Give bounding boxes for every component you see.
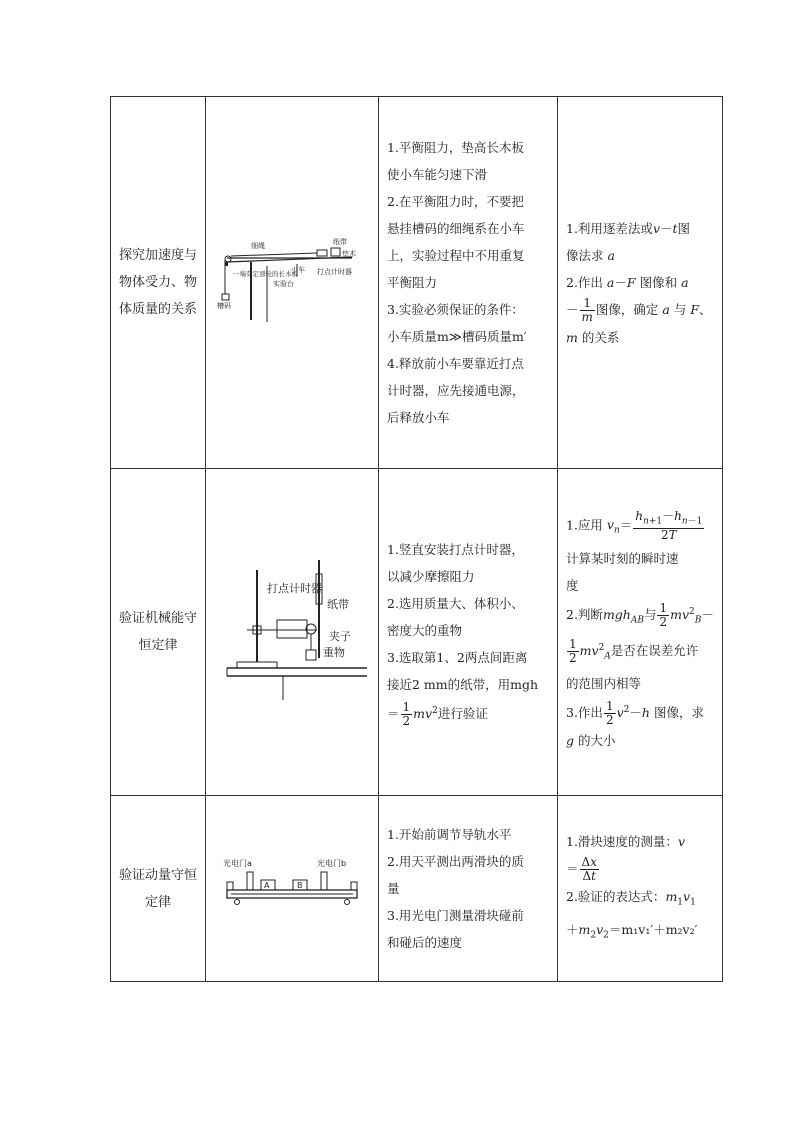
momentum-conservation-apparatus xyxy=(217,852,367,922)
method-cell xyxy=(558,469,723,796)
label-rope: 细绳 xyxy=(251,241,265,250)
note-line: 3.实验必须保证的条件： xyxy=(387,302,524,317)
label-weights: 槽码 xyxy=(217,301,231,310)
method-line: 2.判断mgh$_{AB}$与 $\frac{1}{2}$ $mv^2_B-$ xyxy=(566,601,714,630)
method-line: 1.滑块速度的测量：v xyxy=(566,833,685,849)
figure-cell xyxy=(206,97,379,469)
label-gate-a: 光电门a xyxy=(223,858,252,868)
note-line: 2.用天平测出两滑块的质 xyxy=(387,854,524,869)
note-line: 后释放小车 xyxy=(387,410,450,425)
method-line: $\frac{1}{2}$ $mv^2_A$是否在误差允许 xyxy=(569,636,699,665)
note-line: ＝ $\frac{1}{2}$ $mv^2$进行验证 xyxy=(387,700,488,729)
method-line: g 的大小 xyxy=(566,733,616,749)
note-line: 和碰后的速度 xyxy=(387,935,463,950)
label-slider-b: B xyxy=(297,880,303,890)
note-line: 2.选用质量大、体积小、 xyxy=(387,595,524,611)
note-line: 1.平衡阻力，垫高长木板 xyxy=(387,140,524,155)
label-slider-a: A xyxy=(264,880,270,890)
label-timer: 打点计时器 xyxy=(317,267,352,276)
note-line: 平衡阻力 xyxy=(387,275,438,290)
note-line: 使小车能匀速下滑 xyxy=(387,167,488,182)
method-line: 像法求 a xyxy=(566,247,615,263)
notes-cell xyxy=(379,796,558,982)
note-line: 小车质量m≫槽码质量m′ xyxy=(387,329,527,344)
note-line: 量 xyxy=(387,881,400,896)
method-line: 2.验证的表达式：$m_1v_1$ xyxy=(566,888,696,907)
notes-cell xyxy=(379,469,558,796)
method-line: 的范围内相等 xyxy=(566,676,642,692)
note-line: 4.释放前小车要靠近打点 xyxy=(387,356,524,371)
method-line: ＝ $\frac{\Delta x}{\Delta t}$ xyxy=(566,854,597,883)
method-line: － $\frac{1}{m}$ 图像，确定 a 与 F、 xyxy=(566,295,712,324)
label-timer: 打点计时器 xyxy=(267,582,322,595)
method-line: $+m_2v_2=m_1v_1'+m_2v_2'$ xyxy=(566,922,698,941)
note-line: 接近2 mm的纸带，用mgh xyxy=(387,676,539,692)
experiment-table xyxy=(110,96,723,982)
method-line: 计算某时刻的瞬时速 xyxy=(566,550,679,566)
experiment-name: 验证动量守恒定律 xyxy=(111,796,206,982)
note-line: 3.用光电门测量滑块碰前 xyxy=(387,908,524,923)
note-line: 1.竖直安装打点计时器， xyxy=(387,541,524,557)
note-line: 3.选取第1、2两点间距离 xyxy=(387,649,528,665)
label-tape: 纸带 xyxy=(327,598,349,611)
note-line: 上，实验过程中不用重复 xyxy=(387,248,525,263)
method-cell xyxy=(558,97,723,469)
note-line: 悬挂槽码的细绳系在小车 xyxy=(387,221,525,236)
note-line: 2.在平衡阻力时，不要把 xyxy=(387,194,524,209)
table-row xyxy=(111,469,723,796)
label-cart: 小车 xyxy=(291,265,305,274)
note-line: 1.开始前调节导轨水平 xyxy=(387,827,512,842)
label-block: 垫木 xyxy=(342,249,356,258)
method-line: 2.作出 a－F 图像和 a xyxy=(566,274,689,290)
experiment-name: 验证机械能守恒定律 xyxy=(111,469,206,796)
figure-cell xyxy=(206,796,379,982)
note-line: 密度大的重物 xyxy=(387,622,463,638)
experiment-name: 探究加速度与物体受力、物体质量的关系 xyxy=(111,97,206,469)
method-cell xyxy=(558,796,723,982)
method-line: 3.作出 $\frac{1}{2}$ $v^2-h$ 图像，求 xyxy=(566,699,704,728)
notes-cell xyxy=(379,97,558,469)
table-row xyxy=(111,97,723,469)
note-line: 以减少摩擦阻力 xyxy=(387,568,475,584)
method-line: 度 xyxy=(566,577,579,593)
newton-second-law-apparatus xyxy=(217,236,367,326)
label-board: 一端有定滑轮的长木板 xyxy=(233,269,298,278)
label-weight: 重物 xyxy=(323,646,345,659)
figure-cell xyxy=(206,469,379,796)
method-line: 1.利用逐差法或v－t图 xyxy=(566,220,691,236)
label-gate-b: 光电门b xyxy=(317,858,347,868)
label-bench: 实验台 xyxy=(273,279,294,288)
energy-conservation-apparatus xyxy=(217,550,367,710)
label-tape: 纸带 xyxy=(333,237,347,246)
note-line: 计时器，应先接通电源， xyxy=(387,383,525,398)
label-clip: 夹子 xyxy=(329,630,351,643)
table-row xyxy=(111,796,723,982)
method-line: m 的关系 xyxy=(566,329,620,345)
method-line: 1.应用 $v_n=$ $\frac{h_{n+1}-h_{n-1}}{2T}$ xyxy=(566,508,703,543)
